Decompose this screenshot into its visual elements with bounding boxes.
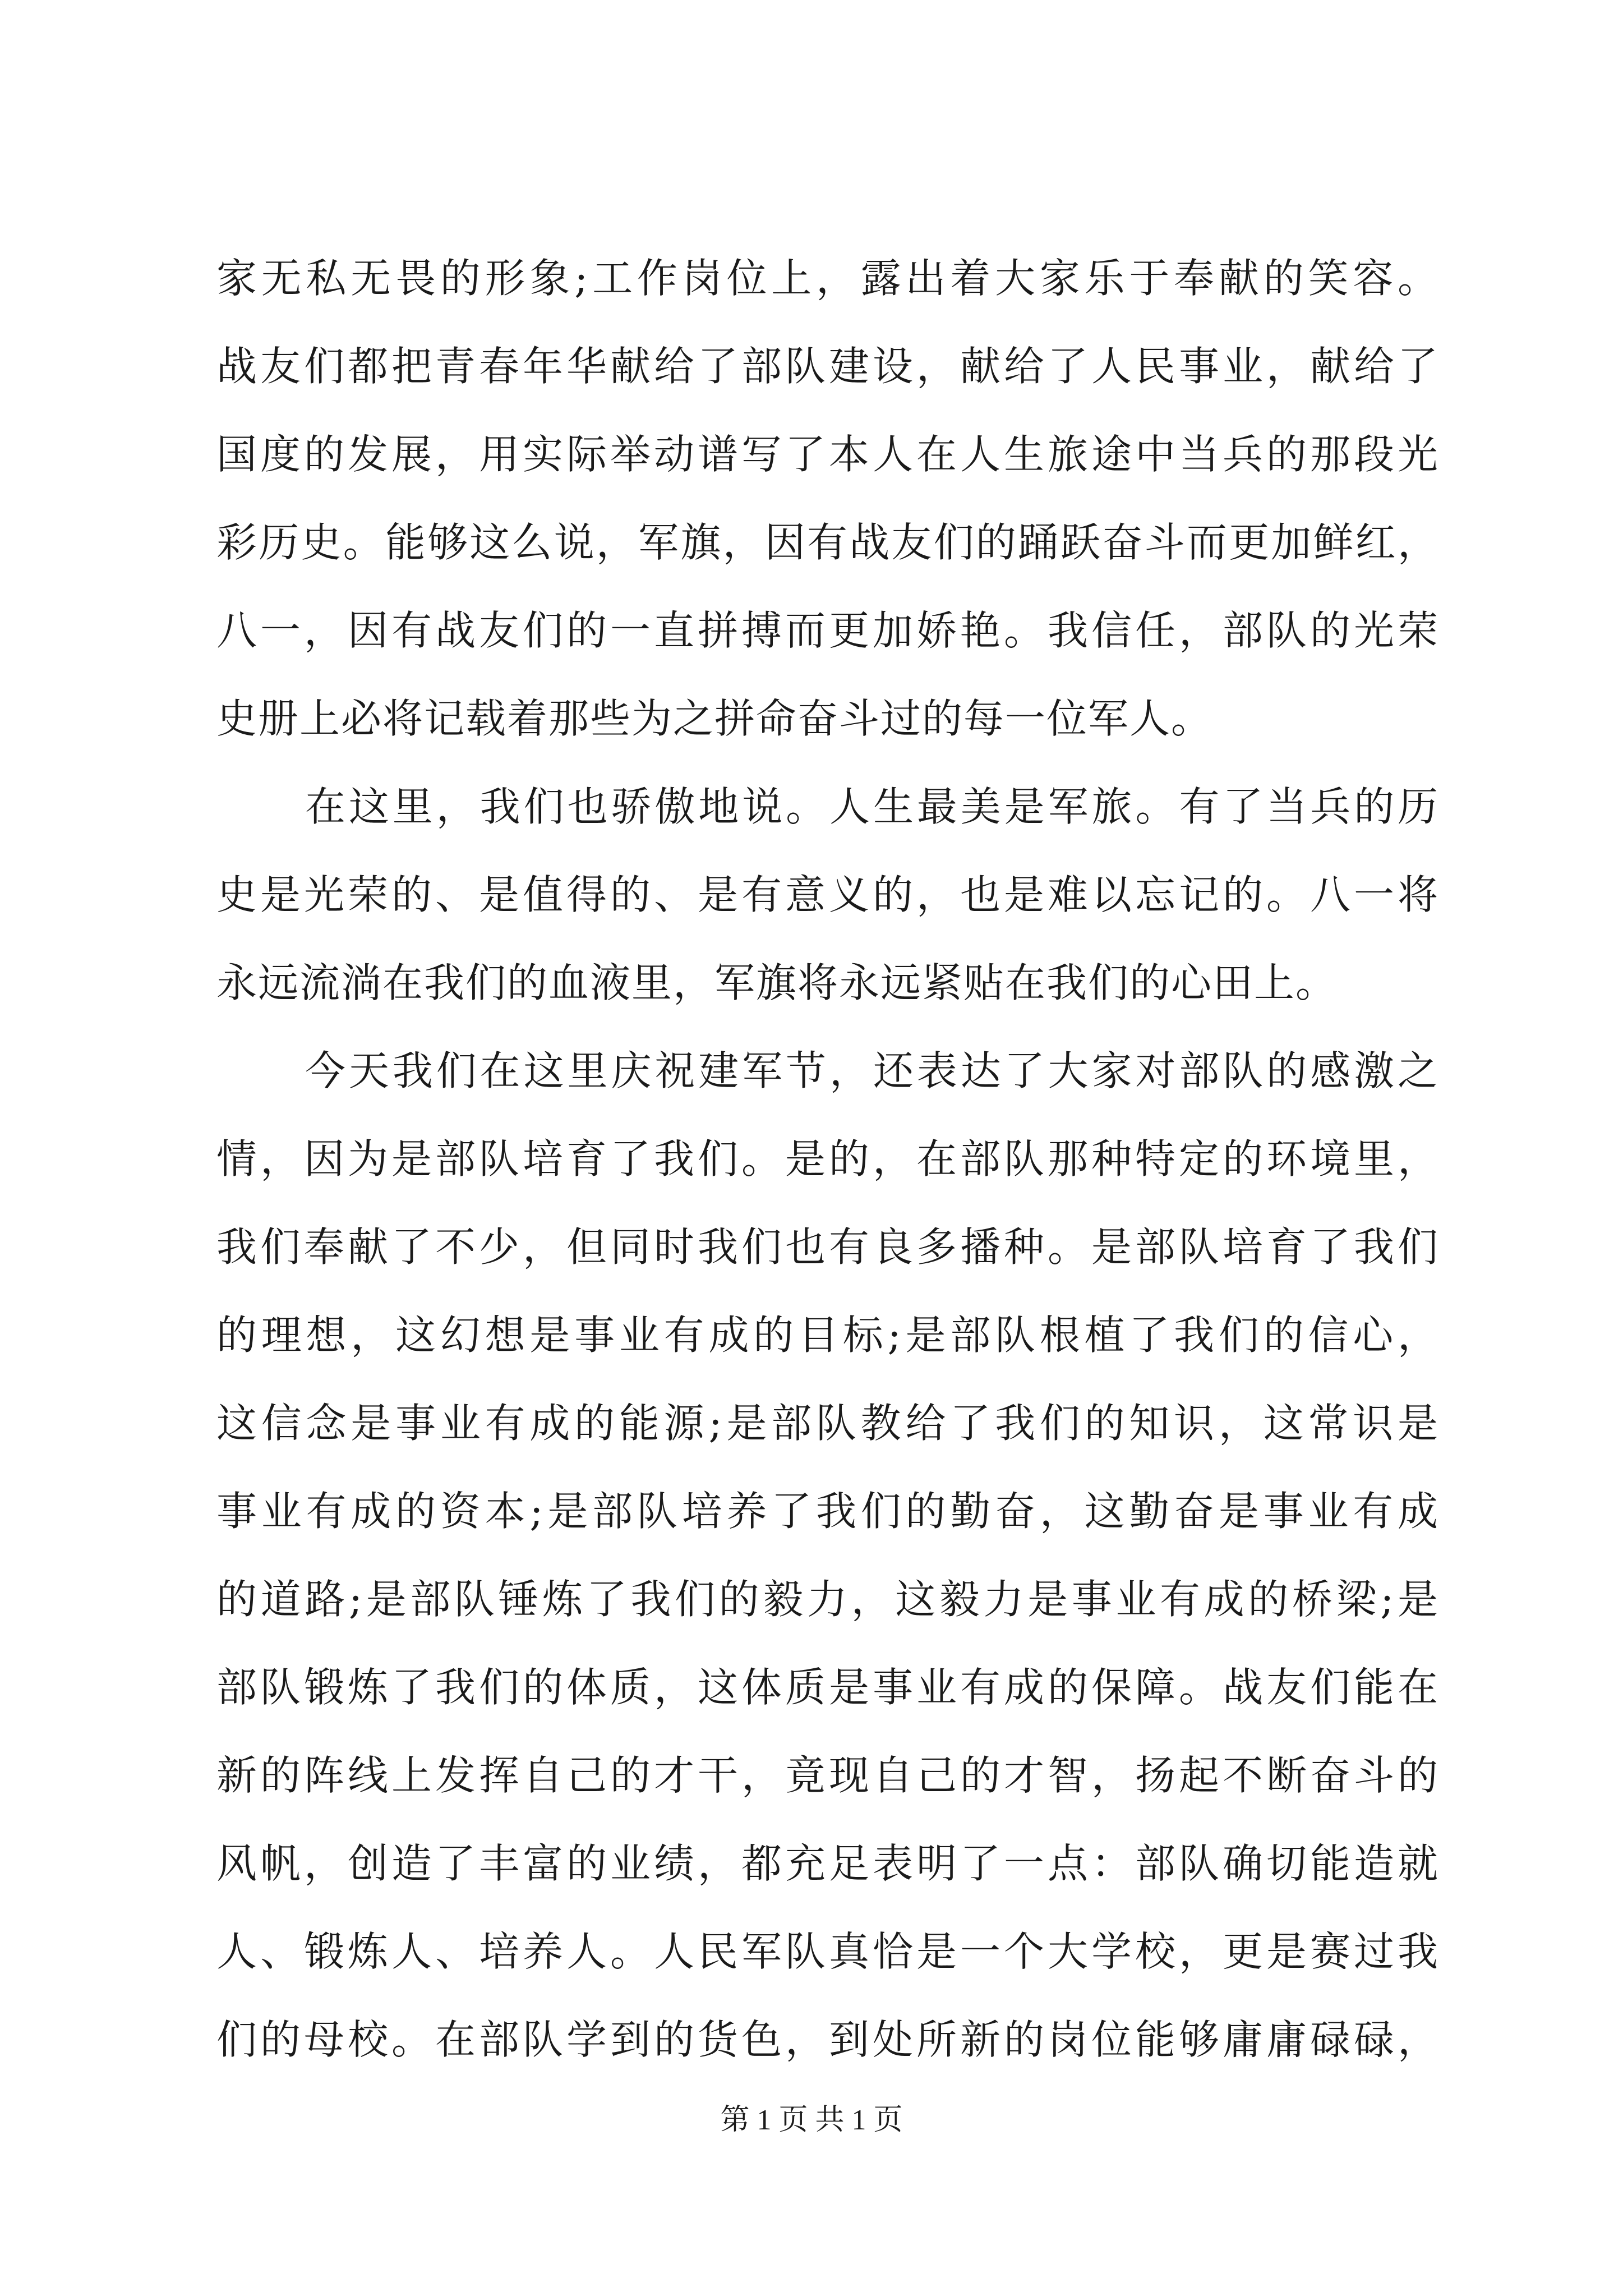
text-line: 人、锻炼人、培养人。人民军队真恰是一个大学校，更是赛过我	[216, 1928, 1439, 1975]
text-line: 部队锻炼了我们的体质，这体质是事业有成的保障。战友们能在	[216, 1664, 1439, 1711]
text-line: 我们奉献了不少，但同时我们也有良多播种。是部队培育了我们	[216, 1223, 1439, 1271]
text-line: 国度的发展，用实际举动谱写了本人在人生旅途中当兵的那段光	[216, 431, 1439, 478]
text-line: 八一，因有战友们的一直拼搏而更加娇艳。我信任，部队的光荣	[216, 607, 1439, 654]
text-line: 事业有成的资本;是部队培养了我们的勤奋，这勤奋是事业有成	[216, 1488, 1439, 1535]
text-line: 新的阵线上发挥自己的才干，竟现自己的才智，扬起不断奋斗的	[216, 1752, 1439, 1799]
text-line: 永远流淌在我们的血液里，军旗将永远紧贴在我们的心田上。	[216, 959, 1338, 1006]
text-line: 家无私无畏的形象;工作岗位上，露出着大家乐于奉献的笑容。	[216, 255, 1439, 302]
text-line: 史册上必将记载着那些为之拼命奋斗过的每一位军人。	[216, 695, 1213, 742]
text-line: 的理想，这幻想是事业有成的目标;是部队根植了我们的信心，	[216, 1312, 1439, 1359]
body-text	[216, 234, 1439, 2084]
text-line: 风帆，创造了丰富的业绩，都充足表明了一点：部队确切能造就	[216, 1840, 1439, 1887]
text-line: 彩历史。能够这么说，军旗，因有战友们的踊跃奋斗而更加鲜红，	[216, 519, 1439, 566]
text-line: 们的母校。在部队学到的货色，到处所新的岗位能够庸庸碌碌，	[216, 2016, 1439, 2063]
text-line: 史是光荣的、是值得的、是有意义的，也是难以忘记的。八一将	[216, 871, 1439, 918]
text-line: 战友们都把青春年华献给了部队建设，献给了人民事业，献给了	[216, 343, 1439, 390]
page-number-footer: 第 1 页 共 1 页	[720, 2104, 903, 2136]
paragraph-first-line: 今天我们在这里庆祝建军节，还表达了大家对部队的感激之	[305, 1047, 1439, 1094]
text-line: 情，因为是部队培育了我们。是的，在部队那种特定的环境里，	[216, 1135, 1439, 1182]
paragraph-first-line: 在这里，我们也骄傲地说。人生最美是军旅。有了当兵的历	[305, 783, 1439, 830]
text-line: 的道路;是部队锤炼了我们的毅力，这毅力是事业有成的桥梁;是	[216, 1576, 1439, 1623]
text-line: 这信念是事业有成的能源;是部队教给了我们的知识，这常识是	[216, 1400, 1439, 1447]
